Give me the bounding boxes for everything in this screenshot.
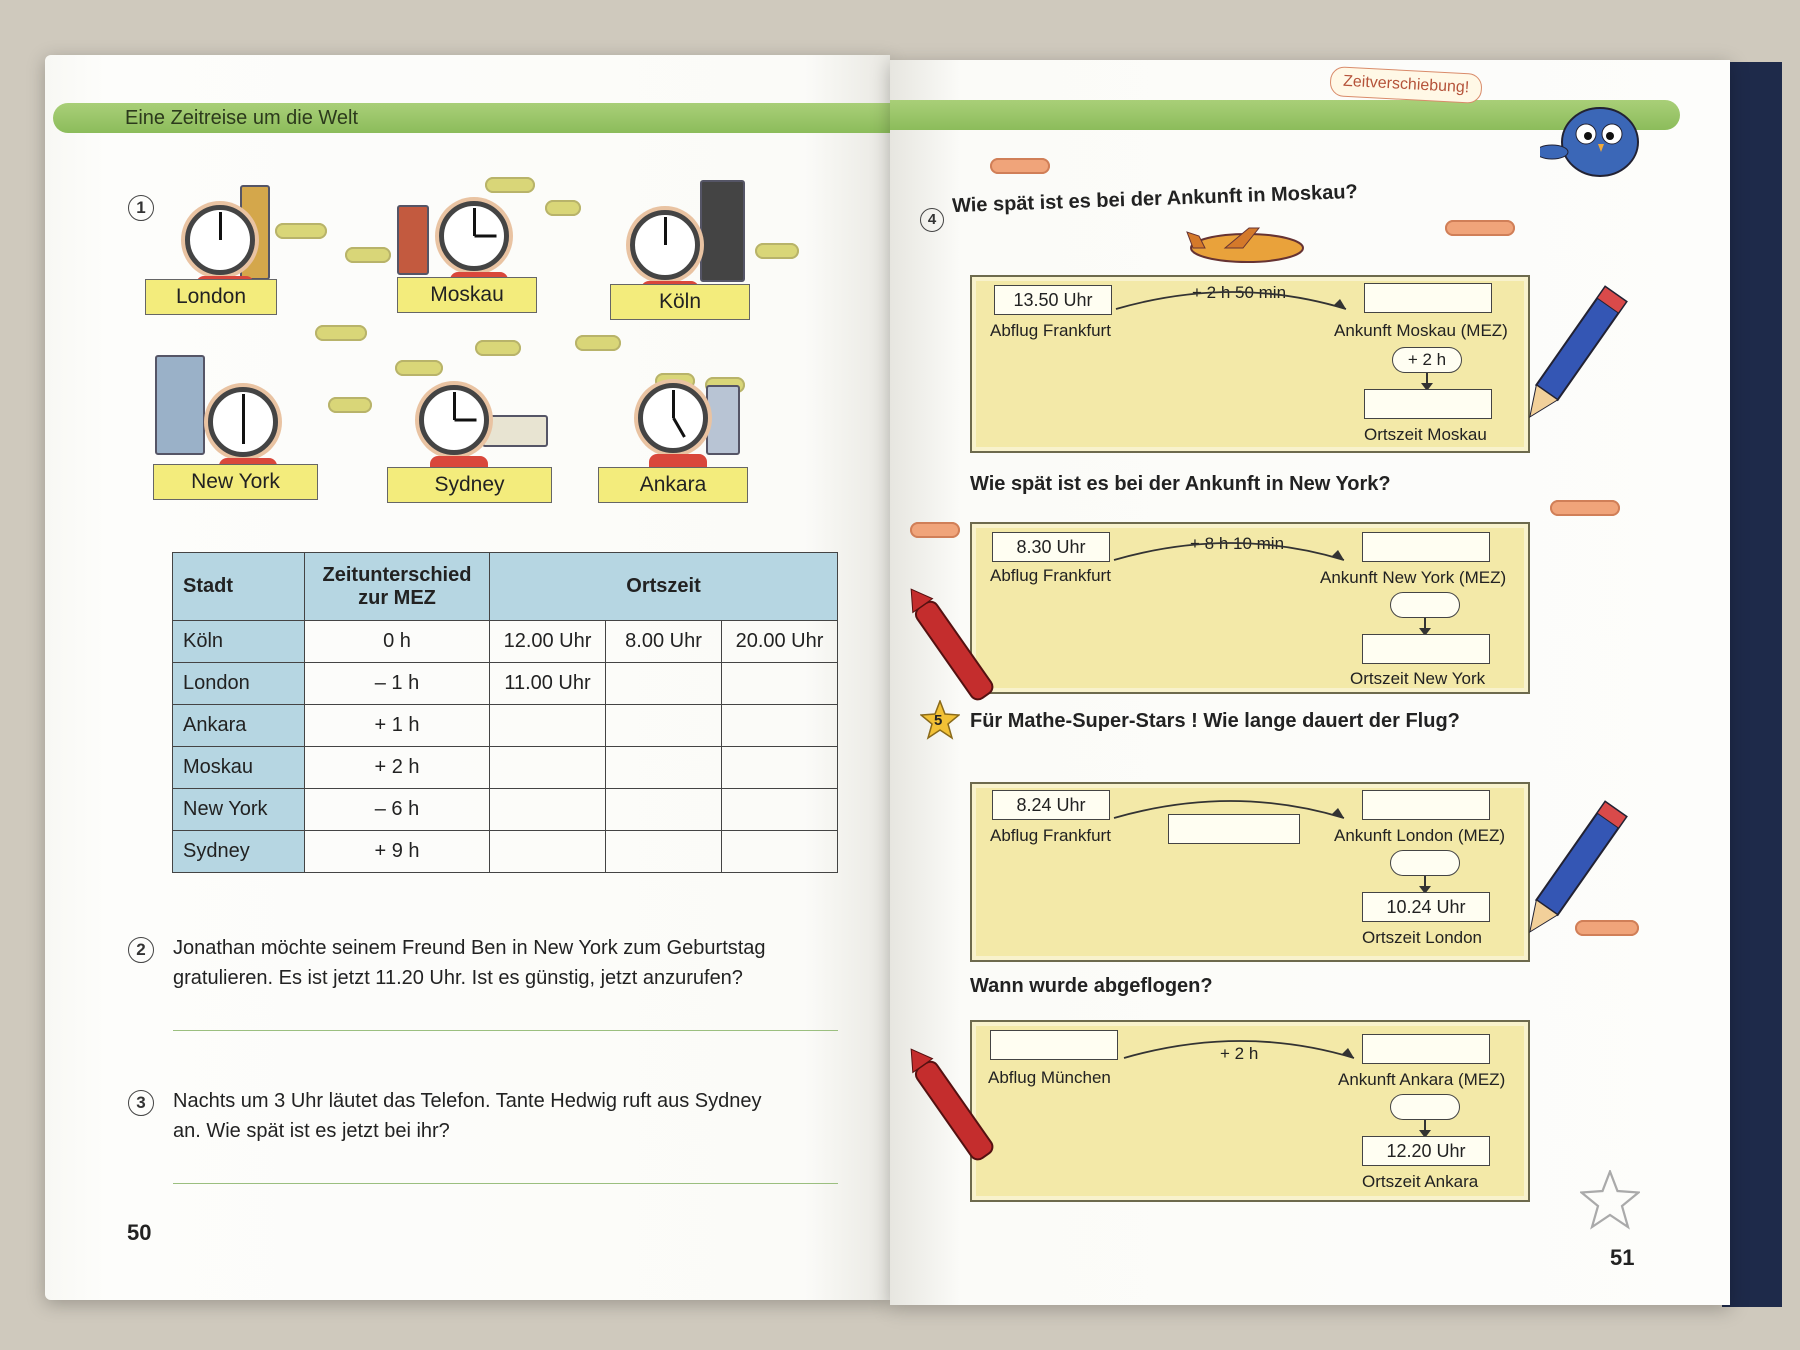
clock-icon xyxy=(630,210,700,280)
city-label: Moskau xyxy=(397,277,537,313)
start-label: Abflug Frankfurt xyxy=(990,566,1111,585)
table-row xyxy=(173,705,838,747)
table-cell-time[interactable] xyxy=(606,747,722,789)
arrival-label: Ankunft Ankara (MEZ) xyxy=(1338,1070,1506,1089)
arrival-label: Ankunft London (MEZ) xyxy=(1334,826,1506,845)
table-row xyxy=(173,831,838,873)
cloud-icon xyxy=(990,158,1050,174)
table-cell-city: Sydney xyxy=(173,831,305,873)
question-title: Wann wurde abgeflogen? xyxy=(970,975,1213,997)
task-2-text xyxy=(173,933,863,993)
task-number-1: 1 xyxy=(128,195,154,221)
cathedral-icon xyxy=(700,180,745,282)
table-cell-time[interactable] xyxy=(722,747,838,789)
start-label: Abflug Frankfurt xyxy=(990,321,1111,340)
offset-pill[interactable] xyxy=(1390,592,1460,618)
clock-icon xyxy=(439,201,509,271)
table-cell-time[interactable]: 12.00 Uhr xyxy=(490,621,606,663)
airplane-icon xyxy=(1185,222,1315,272)
start-time-box[interactable]: 13.50 Uhr xyxy=(994,285,1112,315)
kremlin-icon xyxy=(397,205,429,275)
arrow-icon xyxy=(1122,1034,1362,1064)
table-row xyxy=(173,789,838,831)
duration-label: + 2 h xyxy=(1220,1044,1259,1063)
cloud-icon xyxy=(1445,220,1515,236)
local-label: Ortszeit Ankara xyxy=(1362,1172,1479,1191)
cloud-icon xyxy=(475,340,521,356)
task-text-line: Jonathan möchte seinem Freund Ben in New York zum Geburtstag xyxy=(173,937,766,959)
duration-box[interactable] xyxy=(1168,814,1300,844)
local-time-box[interactable]: 10.24 Uhr xyxy=(1362,892,1490,922)
clock-icon xyxy=(208,387,278,457)
column-header-diff xyxy=(305,553,490,621)
table-cell-diff: + 9 h xyxy=(305,831,490,873)
table-cell-time[interactable] xyxy=(490,705,606,747)
task-text-line: gratulieren. Es ist jetzt 11.20 Uhr. Ist es günstig, jetzt anzurufen? xyxy=(173,967,743,989)
skyline-icon xyxy=(155,355,205,455)
table-row xyxy=(173,747,838,789)
city-card-koeln xyxy=(610,180,750,320)
owl-mascot-icon xyxy=(1540,90,1650,180)
column-header-local-time: Ortszeit xyxy=(490,553,838,621)
task-number-4: 4 xyxy=(920,208,944,232)
task-panel-moskau xyxy=(970,275,1530,453)
arrival-label: Ankunft New York (MEZ) xyxy=(1320,568,1507,587)
arrival-time-box[interactable] xyxy=(1362,1034,1490,1064)
cloud-icon xyxy=(328,397,372,413)
task-text-line: Nachts um 3 Uhr läutet das Telefon. Tante Hedwig ruft aus Sydney xyxy=(173,1090,762,1112)
table-cell-diff: + 2 h xyxy=(305,747,490,789)
offset-pill[interactable] xyxy=(1390,1094,1460,1120)
start-label: Abflug München xyxy=(988,1068,1111,1087)
duration-label: + 8 h 10 min xyxy=(1190,534,1285,553)
start-label: Abflug Frankfurt xyxy=(990,826,1111,845)
table-cell-city: New York xyxy=(173,789,305,831)
table-cell-time[interactable] xyxy=(490,831,606,873)
cloud-icon xyxy=(315,325,367,341)
right-page xyxy=(890,60,1730,1305)
table-cell-time[interactable] xyxy=(722,831,838,873)
answer-line[interactable] xyxy=(173,1030,838,1031)
cloud-icon xyxy=(395,360,443,376)
opera-house-icon xyxy=(482,415,548,447)
question-title: Wie spät ist es bei der Ankunft in New York? xyxy=(970,473,1391,495)
cloud-icon xyxy=(275,223,327,239)
table-cell-time[interactable]: 8.00 Uhr xyxy=(606,621,722,663)
table-cell-time[interactable] xyxy=(722,663,838,705)
cloud-icon xyxy=(345,247,391,263)
table-cell-diff: + 1 h xyxy=(305,705,490,747)
pencil-icon xyxy=(1512,280,1632,430)
page-number: 51 xyxy=(1610,1245,1635,1270)
pencil-icon xyxy=(1512,795,1632,945)
down-arrow-icon xyxy=(1424,618,1426,630)
timezone-table xyxy=(172,552,838,873)
offset-pill[interactable] xyxy=(1390,850,1460,876)
offset-pill[interactable]: + 2 h xyxy=(1392,347,1462,373)
page-number: 50 xyxy=(127,1220,152,1245)
table-row xyxy=(173,621,838,663)
task-number-2: 2 xyxy=(128,937,154,963)
cloud-icon xyxy=(910,522,960,538)
table-cell-time[interactable] xyxy=(606,789,722,831)
city-card-new-york xyxy=(153,345,318,500)
table-cell-diff: – 1 h xyxy=(305,663,490,705)
table-cell-time[interactable] xyxy=(606,831,722,873)
local-label: Ortszeit Moskau xyxy=(1364,425,1487,444)
star-outline-icon xyxy=(1580,1170,1640,1230)
task-3-text xyxy=(173,1086,863,1146)
table-cell-time[interactable] xyxy=(722,789,838,831)
local-time-box[interactable] xyxy=(1364,389,1492,419)
page-title: Eine Zeitreise um die Welt xyxy=(125,107,359,129)
task-panel-london xyxy=(970,782,1530,962)
table-cell-time[interactable]: 11.00 Uhr xyxy=(490,663,606,705)
down-arrow-icon xyxy=(1424,1120,1426,1132)
crayon-icon xyxy=(910,1045,1000,1175)
city-label: New York xyxy=(153,464,318,500)
local-time-box[interactable] xyxy=(1362,634,1490,664)
header-diff-line2: zur MEZ xyxy=(358,586,436,609)
table-cell-city: London xyxy=(173,663,305,705)
question-title: Wie spät ist es bei der Ankunft in Moskau? xyxy=(951,180,1359,218)
crayon-icon xyxy=(910,585,1000,715)
start-time-box[interactable]: 8.30 Uhr xyxy=(992,532,1110,562)
duration-label: + 2 h 50 min xyxy=(1192,283,1287,302)
question-title: Für Mathe-Super-Stars ! Wie lange dauert der Flug? xyxy=(970,710,1460,732)
task-panel-new-york xyxy=(970,522,1530,694)
table-cell-time[interactable] xyxy=(722,705,838,747)
table-cell-city: Moskau xyxy=(173,747,305,789)
clock-icon xyxy=(638,383,708,453)
table-cell-time[interactable] xyxy=(490,789,606,831)
clock-icon xyxy=(419,385,489,455)
cloud-icon xyxy=(545,200,581,216)
task-panel-ankara xyxy=(970,1020,1530,1202)
header-diff-line1: Zeitunterschied xyxy=(322,563,472,586)
cloud-icon xyxy=(755,243,799,259)
city-card-sydney xyxy=(387,385,552,503)
table-cell-time[interactable] xyxy=(606,663,722,705)
mosque-icon xyxy=(706,385,740,455)
local-label: Ortszeit New York xyxy=(1350,669,1486,688)
cloud-icon xyxy=(1550,500,1620,516)
table-cell-diff: 0 h xyxy=(305,621,490,663)
arrival-time-box[interactable] xyxy=(1364,283,1492,313)
city-label: London xyxy=(145,279,277,315)
local-time-box[interactable]: 12.20 Uhr xyxy=(1362,1136,1490,1166)
arrival-label: Ankunft Moskau (MEZ) xyxy=(1334,321,1508,340)
city-card-ankara xyxy=(598,375,748,503)
start-time-box[interactable] xyxy=(990,1030,1118,1060)
start-time-box[interactable]: 8.24 Uhr xyxy=(992,790,1110,820)
column-header-city: Stadt xyxy=(173,553,305,621)
down-arrow-icon xyxy=(1426,373,1428,385)
left-page xyxy=(45,55,890,1300)
table-cell-time[interactable]: 20.00 Uhr xyxy=(722,621,838,663)
table-cell-city: Ankara xyxy=(173,705,305,747)
city-card-london xyxy=(145,175,277,315)
book-spine xyxy=(1722,62,1782,1307)
task-number-3: 3 xyxy=(128,1090,154,1116)
city-label: Köln xyxy=(610,284,750,320)
task-text-line: an. Wie spät ist es jetzt bei ihr? xyxy=(173,1120,450,1142)
arrow-icon xyxy=(1112,536,1352,566)
table-cell-time[interactable] xyxy=(490,747,606,789)
answer-line[interactable] xyxy=(173,1183,838,1184)
arrow-icon xyxy=(1114,285,1354,315)
city-label: Sydney xyxy=(387,467,552,503)
city-card-moskau xyxy=(397,175,537,313)
cloud-icon xyxy=(575,335,621,351)
table-cell-time[interactable] xyxy=(606,705,722,747)
tag-zeitverschiebung: Zeitverschiebung! xyxy=(1329,66,1483,104)
table-cell-city: Köln xyxy=(173,621,305,663)
clock-icon xyxy=(185,205,255,275)
city-label: Ankara xyxy=(598,467,748,503)
arrival-time-box[interactable] xyxy=(1362,532,1490,562)
task-number-5: 5 xyxy=(934,712,943,729)
arrival-time-box[interactable] xyxy=(1362,790,1490,820)
down-arrow-icon xyxy=(1424,876,1426,888)
local-label: Ortszeit London xyxy=(1362,928,1483,947)
table-cell-diff: – 6 h xyxy=(305,789,490,831)
table-row xyxy=(173,663,838,705)
